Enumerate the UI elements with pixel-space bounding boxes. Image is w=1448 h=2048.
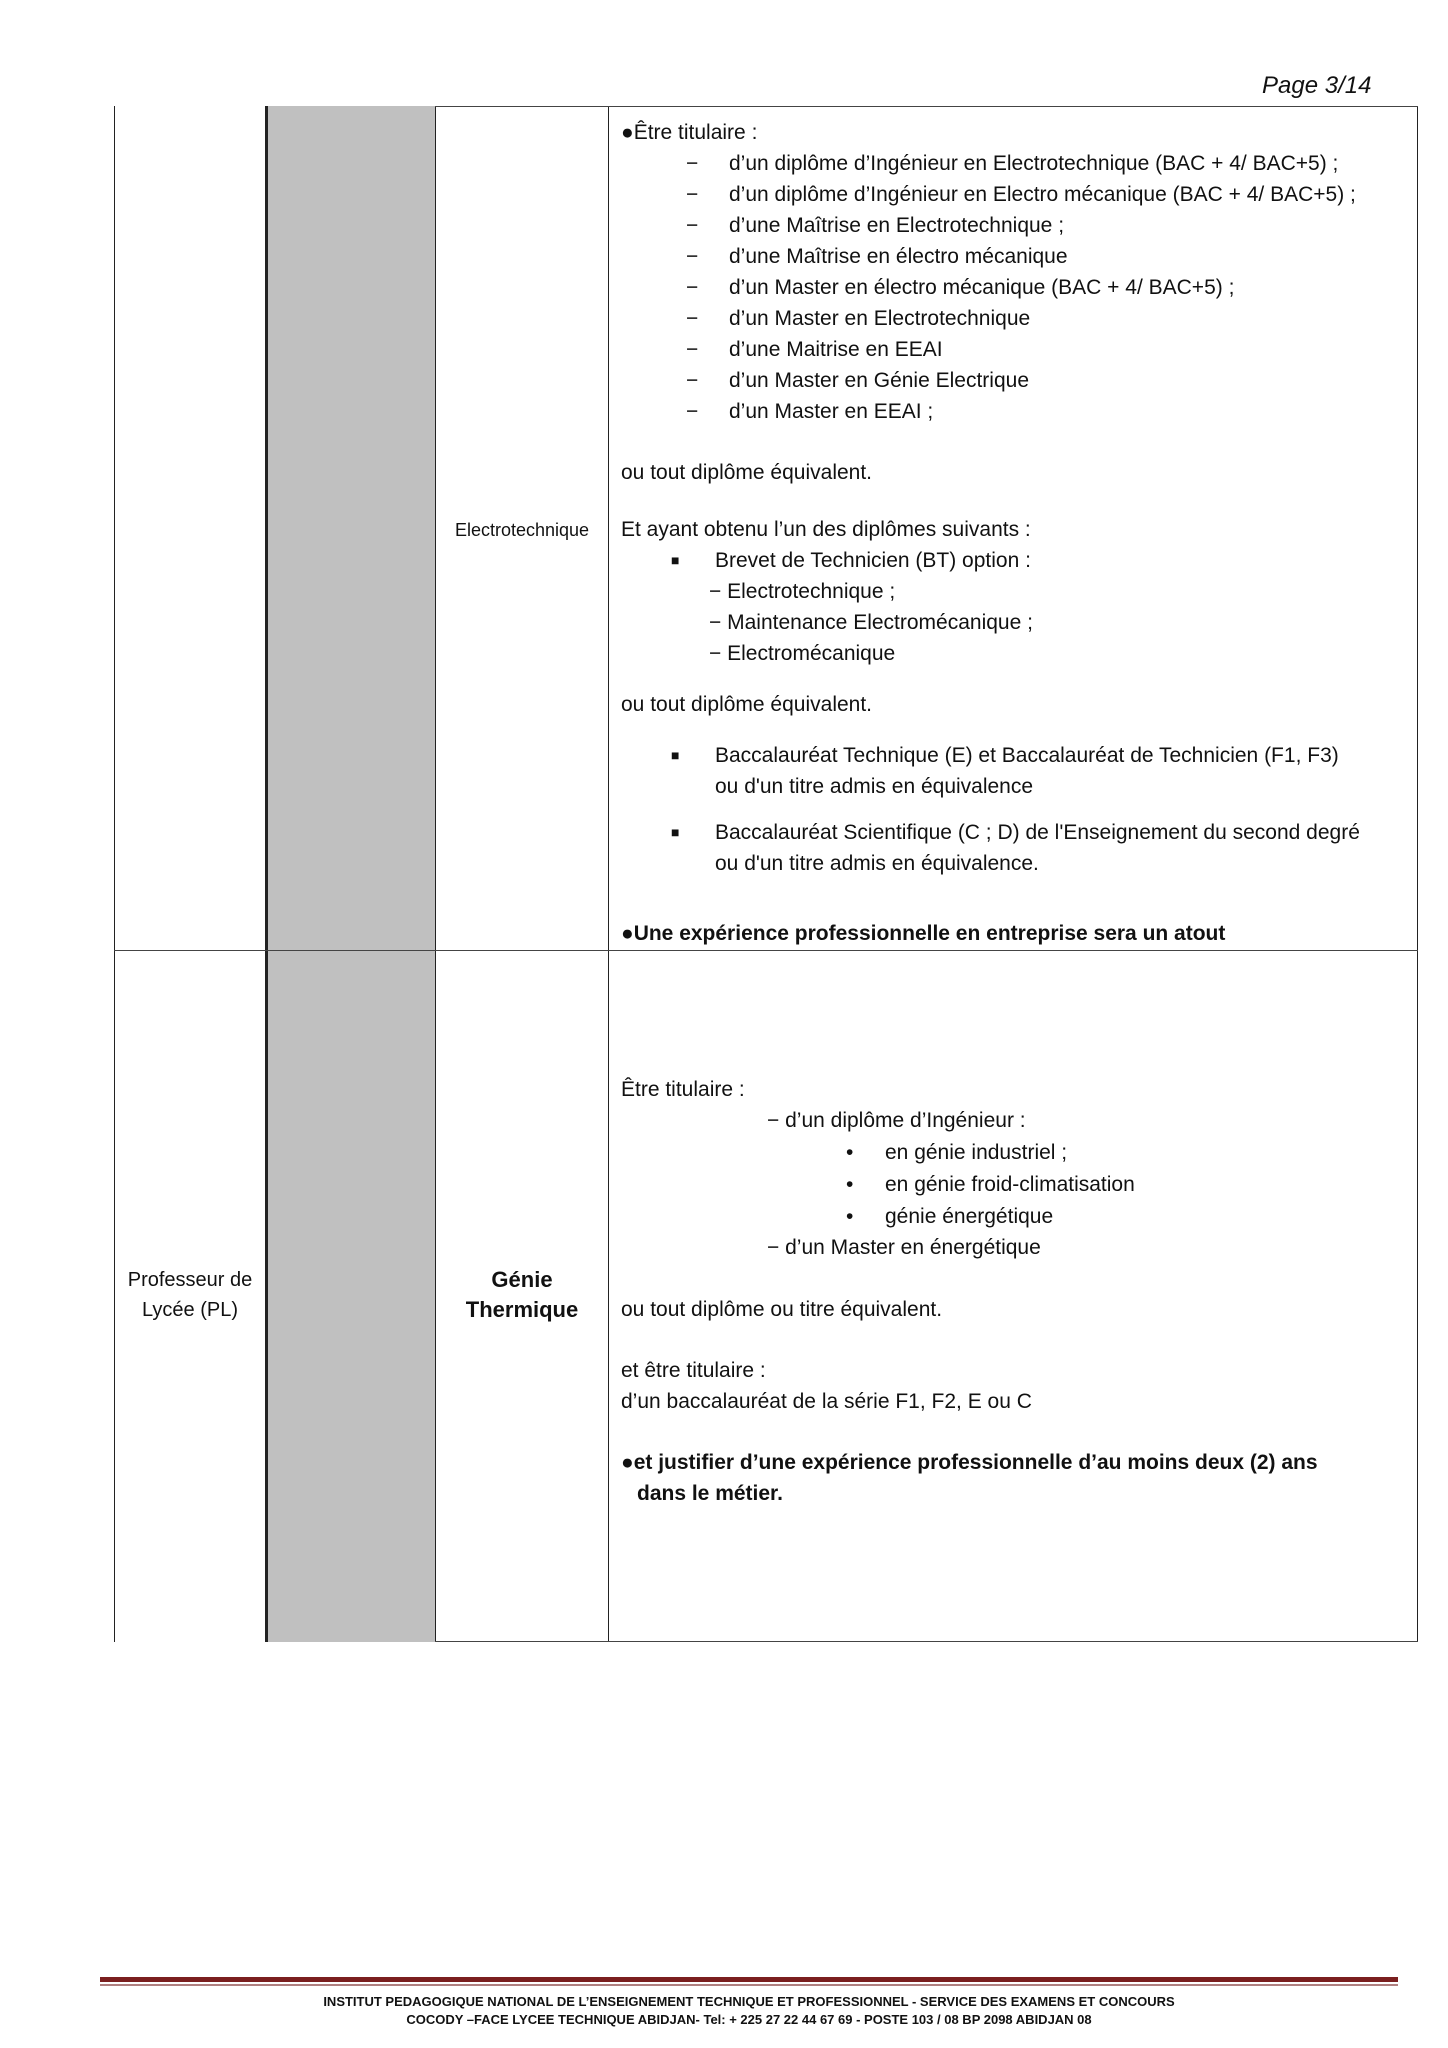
square-bullet: ■	[671, 824, 680, 840]
diploma-list-item: d’un Master en Electrotechnique	[729, 307, 1031, 330]
table-border-bottom	[435, 1641, 1418, 1642]
row-divider	[114, 950, 1418, 951]
diploma-list-item: −	[686, 338, 699, 361]
holder-intro: et être titulaire :	[621, 1359, 766, 1382]
diploma-list-item: d’un diplôme d’Ingénieur en Electro mécanique (BAC + 4/ BAC+5) ;	[729, 183, 1356, 206]
square-bullet: ■	[671, 552, 680, 568]
rank-professeur-lycee	[115, 1265, 265, 1325]
specialty-electrotechnique: Electrotechnique	[454, 520, 590, 540]
specialty-line: Génie	[491, 1267, 553, 1292]
section2-heading: Être titulaire :	[621, 1078, 745, 1101]
engineer-diploma: − d’un diplôme d’Ingénieur :	[767, 1109, 1026, 1132]
bac-scientifique: Baccalauréat Scientifique (C ; D) de l'Enseignement du second degré	[715, 821, 1360, 844]
bt-option: − Electrotechnique ;	[709, 580, 896, 603]
bt-title: Brevet de Technicien (BT) option :	[715, 549, 1031, 572]
diploma-list-item: d’un Master en EEAI ;	[729, 400, 934, 423]
equivalent-note: ou tout diplôme ou titre équivalent.	[621, 1298, 943, 1321]
section1-requirements	[621, 117, 1411, 947]
equivalent-note: ou tout diplôme équivalent.	[621, 461, 873, 484]
obtained-intro: Et ayant obtenu l’un des diplômes suivants :	[621, 518, 1031, 541]
experience-requirement: ●et justifier d’une expérience professionnelle d’au moins deux (2) ans	[621, 1451, 1318, 1474]
grade-column	[268, 106, 435, 1642]
diploma-list-item: d’une Maîtrise en Electrotechnique ;	[729, 214, 1065, 237]
bac-technique: Baccalauréat Technique (E) et Baccalauréat de Technicien (F1, F3)	[715, 744, 1339, 767]
bt-option: − Electromécanique	[709, 642, 896, 665]
table-border-left	[114, 106, 115, 1642]
diploma-list-item: −	[686, 276, 699, 299]
table-border-col3	[435, 106, 436, 1642]
footer-institution: INSTITUT PEDAGOGIQUE NATIONAL DE L’ENSEIGNEMENT TECHNIQUE ET PROFESSIONNEL - SERVICE DES EXAMENS ET CONCOURS	[323, 1994, 1175, 2009]
bac-scientifique: ou d'un titre admis en équivalence.	[715, 852, 1039, 875]
bac-requirement: d’un baccalauréat de la série F1, F2, E ou C	[621, 1390, 1032, 1413]
section2-requirements	[621, 1074, 1411, 1614]
engineer-field: en génie froid-climatisation	[885, 1173, 1135, 1196]
diploma-list-item: −	[686, 400, 699, 423]
rank-line: Professeur de	[127, 1269, 253, 1291]
diploma-list-item: −	[686, 369, 699, 392]
diploma-list-item: d’une Maitrise en EEAI	[729, 338, 943, 361]
diploma-list-item: d’un diplôme d’Ingénieur en Electrotechnique (BAC + 4/ BAC+5) ;	[729, 152, 1339, 175]
equivalent-note: ou tout diplôme équivalent.	[621, 693, 873, 716]
diploma-list-item: −	[686, 214, 699, 237]
diploma-list-item: −	[686, 183, 699, 206]
footer-rule	[100, 1984, 1398, 1986]
table-border-col2	[265, 106, 268, 1642]
diploma-list-item: d’un Master en électro mécanique (BAC + 4/ BAC+5) ;	[729, 276, 1235, 299]
page-number: Page 3/14	[1262, 72, 1372, 99]
engineer-field: en génie industriel ;	[885, 1141, 1068, 1164]
diploma-list-item: d’un Master en Génie Electrique	[729, 369, 1029, 392]
experience-requirement: dans le métier.	[637, 1482, 783, 1505]
table-border-right	[1417, 106, 1418, 1642]
footer-address: COCODY –FACE LYCEE TECHNIQUE ABIDJAN- Tel: + 225 27 22 44 67 69 - POSTE 103 / 08 BP 2098 ABIDJAN 08	[406, 2012, 1092, 2027]
specialty-genie-thermique	[436, 1265, 608, 1325]
square-bullet: ■	[671, 747, 680, 763]
specialty-line: Thermique	[465, 1297, 579, 1322]
diploma-list-item: −	[686, 152, 699, 175]
master-diploma: − d’un Master en énergétique	[767, 1236, 1041, 1259]
diploma-list-item: −	[686, 307, 699, 330]
engineer-field: génie énergétique	[885, 1205, 1054, 1228]
section1-heading: ●Être titulaire :	[621, 121, 758, 144]
bac-technique: ou d'un titre admis en équivalence	[715, 775, 1034, 798]
table-border-top	[435, 106, 1418, 107]
diploma-list-item: −	[686, 245, 699, 268]
round-bullet: •	[846, 1173, 854, 1196]
rank-line: Lycée (PL)	[142, 1299, 238, 1321]
bt-option: − Maintenance Electromécanique ;	[709, 611, 1033, 634]
round-bullet: •	[846, 1205, 854, 1228]
table-border-col4	[608, 106, 609, 1642]
round-bullet: •	[846, 1141, 854, 1164]
footer-rule	[100, 1977, 1398, 1982]
experience-note: ●Une expérience professionnelle en entreprise sera un atout	[621, 922, 1226, 945]
diploma-list-item: d’une Maîtrise en électro mécanique	[729, 245, 1068, 268]
